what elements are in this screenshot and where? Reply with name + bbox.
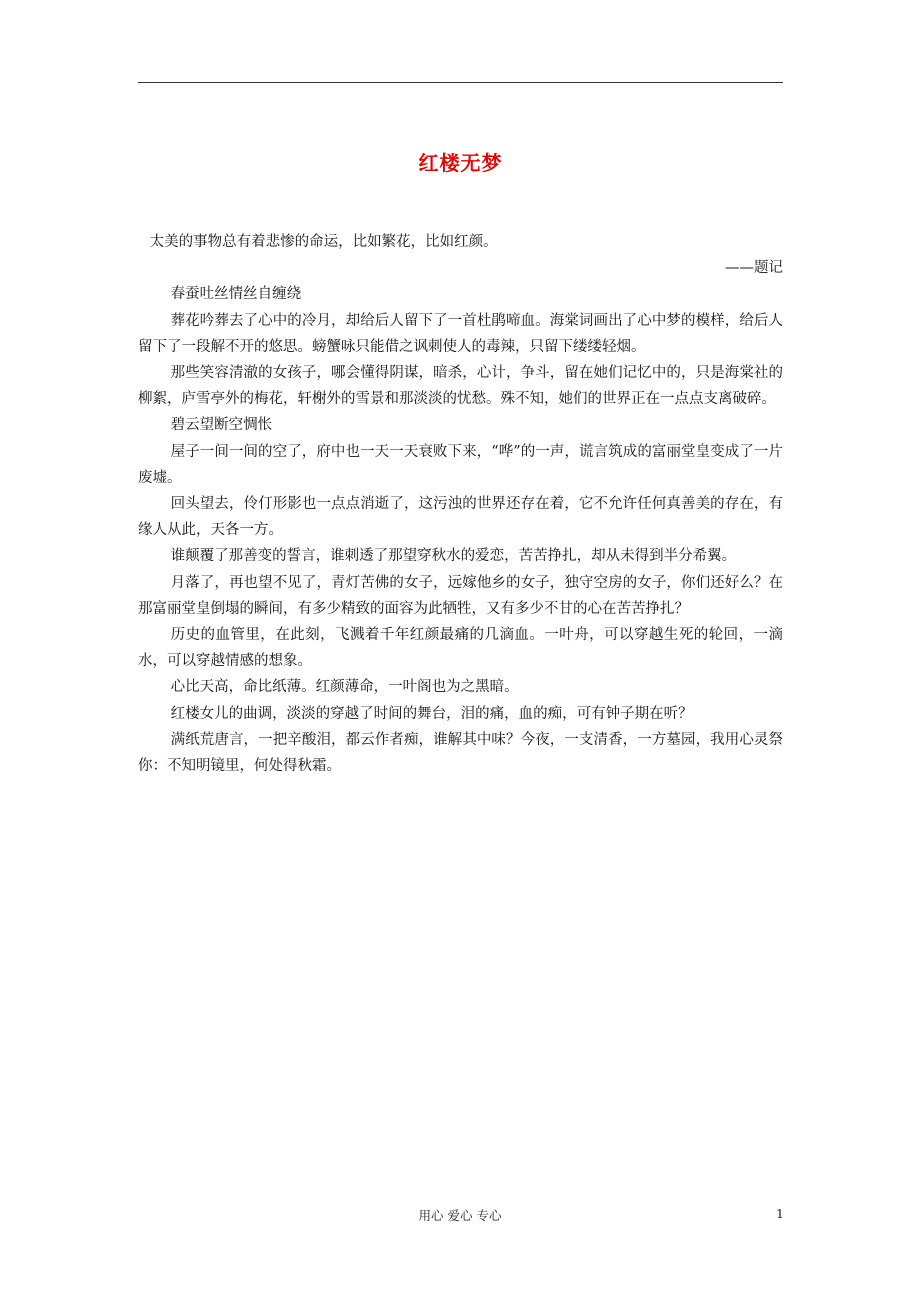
paragraph: 心比天高，命比纸薄。红颜薄命，一叶阁也为之黑暗。: [170, 679, 519, 696]
paragraph: 谁颠覆了那善变的誓言，谁刺透了那望穿秋水的爱恋，苦苦挣扎，却从未得到半分希翼。: [170, 548, 737, 565]
paragraph: 历史的血管里，在此刻，飞溅着千年红颜最痛的几滴血。一叶舟，可以穿越生死的轮回，一滴水，可以穿越情感的想象。: [138, 627, 783, 670]
paragraph: 那些笑容清澈的女孩子，哪会懂得阴谋，暗杀，心计，争斗，留在她们记忆中的，只是海棠社的柳絮，庐雪亭外的梅花，轩榭外的雪景和那淡淡的忧愁。殊不知，她们的世界正在一点点支离破碎。: [138, 365, 783, 408]
paragraph: 回头望去，伶仃形影也一点点消逝了，这污浊的世界还存在着，它不允许任何真善美的存在，有缘人从此，天各一方。: [138, 496, 783, 539]
paragraph: 满纸荒唐言，一把辛酸泪，都云作者痴，谁解其中味？今夜，一支清香，一方墓园，我用心灵祭你：不知明镜里，何处得秋霜。: [138, 731, 783, 775]
page-number: 1: [776, 1206, 784, 1221]
footer-motto: 用心 爱心 专心: [418, 1208, 502, 1223]
section-heading: 碧云望断空惆怅: [170, 417, 273, 434]
paragraph: 月落了，再也望不见了，青灯苦佛的女子，远嫁他乡的女子，独守空房的女子，你们还好么？在那富丽堂皇倒塌的瞬间，有多少精致的面容为此牺牲，又有多少不甘的心在苦苦挣扎？: [138, 574, 783, 617]
epigraph-credit: ——题记: [725, 260, 783, 277]
epigraph: 太美的事物总有着悲惨的命运，比如繁花，比如红颜。: [149, 234, 498, 250]
section-heading: 春蚕吐丝情丝自缠绕: [170, 286, 302, 303]
paragraph: 红楼女儿的曲调，淡淡的穿越了时间的舞台，泪的痛，血的痴，可有钟子期在听？: [170, 705, 693, 722]
paragraph: 屋子一间一间的空了，府中也一天一天衰败下来，“哗”的一声，谎言筑成的富丽堂皇变成了一片废墟。: [138, 443, 783, 486]
paragraph: 葬花吟葬去了心中的冷月，却给后人留下了一首杜鹃啼血。海棠词画出了心中梦的模样，给后人留下了一段解不开的悠思。螃蟹咏只能借之讽刺使人的毒辣，只留下缕缕轻烟。: [138, 312, 783, 355]
document-body: [138, 229, 783, 779]
document-title: 红楼无梦: [418, 151, 503, 175]
header-rule: [138, 82, 783, 83]
